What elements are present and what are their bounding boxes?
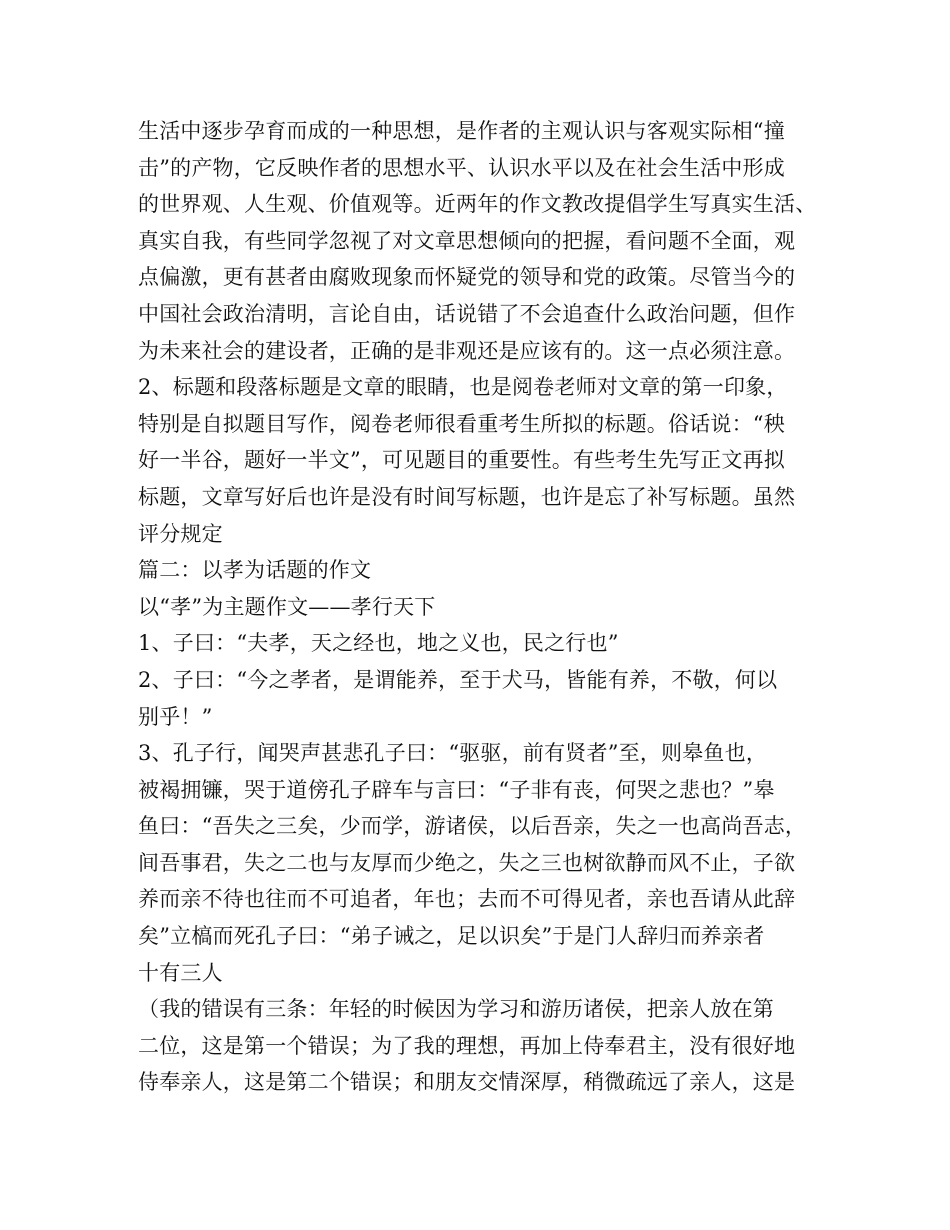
text-line: 中国社会政治清明，言论自由，话说错了不会追查什么政治问题，但作	[138, 301, 796, 326]
text-line: 别乎！”	[138, 704, 213, 729]
text-line: 矣”立槁而死孔子曰：“弟子诫之，足以识矣”于是门人辞归而养亲者	[138, 924, 765, 949]
text-line: 十有三人	[138, 960, 223, 985]
text-line: 二位，这是第一个错误；为了我的理想，再加上侍奉君主，没有很好地	[138, 1033, 796, 1058]
text-line: 2、子曰：“今之孝者，是谓能养，至于犬马，皆能有养，不敬，何以	[138, 667, 778, 692]
text-line: 1、子曰：“夫孝，天之经也，地之义也，民之行也”	[138, 631, 619, 656]
text-line: 间吾事君，失之二也与友厚而少绝之，失之三也树欲静而风不止，子欲	[138, 850, 796, 875]
text-line: 标题，文章写好后也许是没有时间写标题，也许是忘了补写标题。虽然	[138, 484, 796, 509]
section-heading: 篇二：以孝为话题的作文	[138, 558, 372, 583]
text-line: 好一半谷，题好一半文”，可见题目的重要性。有些考生先写正文再拟	[138, 448, 785, 473]
text-line: 为未来社会的建设者，正确的是非观还是应该有的。这一点必须注意。	[138, 338, 796, 363]
text-line: 被褐拥镰，哭于道傍孔子辟车与言曰：“子非有丧，何哭之悲也？”皋	[138, 777, 775, 802]
text-line: 的世界观、人生观、价值观等。近两年的作文教改提倡学生写真实生活、	[138, 192, 817, 217]
document-body	[138, 113, 828, 1101]
text-line: 生活中逐步孕育而成的一种思想，是作者的主观认识与客观实际相“撞	[138, 119, 785, 143]
text-line: 侍奉亲人，这是第二个错误；和朋友交情深厚，稍微疏远了亲人，这是	[138, 1070, 796, 1095]
text-line: 3、孔子行，闻哭声甚悲孔子曰：“驱驱，前有贤者”至，则皋鱼也，	[138, 741, 768, 766]
text-line: 鱼曰：“吾失之三矣，少而学，游诸侯，以后吾亲，失之一也高尚吾志，	[138, 814, 807, 839]
text-line: 养而亲不待也往而不可追者，年也；去而不可得见者，亲也吾请从此辞	[138, 887, 796, 912]
text-line: 特别是自拟题目写作，阅卷老师很看重考生所拟的标题。俗话说：“秧	[138, 411, 785, 436]
essay-title: 以“孝”为主题作文——孝行天下	[138, 594, 436, 619]
text-line: （我的错误有三条：年轻的时候因为学习和游历诸侯，把亲人放在第	[138, 997, 774, 1022]
text-line: 真实自我，有些同学忽视了对文章思想倾向的把握，看问题不全面，观	[138, 228, 796, 253]
text-line: 点偏激，更有甚者由腐败现象而怀疑党的领导和党的政策。尽管当今的	[138, 265, 796, 290]
text-line: 击”的产物，它反映作者的思想水平、认识水平以及在社会生活中形成	[138, 155, 785, 180]
text-line: 评分规定	[138, 521, 223, 546]
text-line: 2、标题和段落标题是文章的眼睛，也是阅卷老师对文章的第一印象，	[138, 375, 788, 400]
